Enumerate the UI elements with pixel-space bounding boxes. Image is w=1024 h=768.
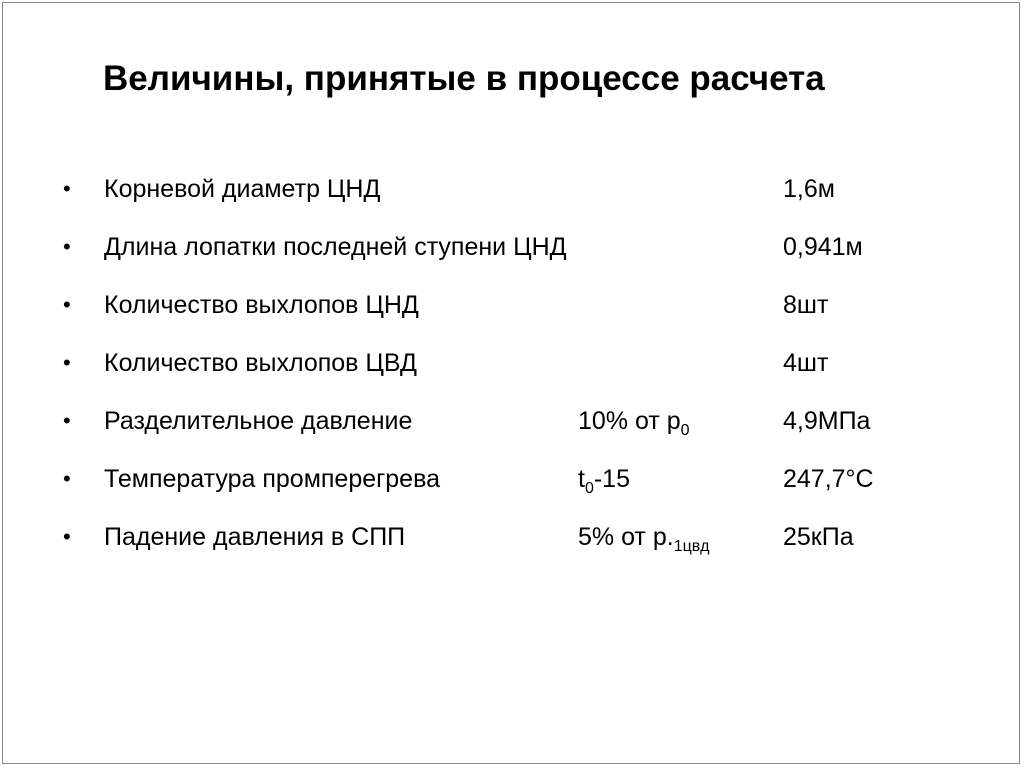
list-item (3, 459, 1019, 499)
list-item (3, 343, 1019, 383)
formula-text: 5% от р. (578, 523, 674, 551)
slide (2, 2, 1020, 764)
item-formula (578, 459, 630, 499)
item-value: 4,9МПа (783, 407, 871, 435)
formula-text: t (578, 465, 585, 493)
item-value: 0,941м (783, 233, 863, 261)
slide-title: Величины, принятые в процессе расчета (103, 59, 825, 98)
item-formula (578, 401, 690, 441)
bullet-icon: • (63, 292, 71, 317)
item-value: 247,7°С (783, 465, 874, 493)
item-label: Разделительное давление (104, 407, 413, 435)
formula-subscript: 0 (680, 422, 690, 439)
item-label: Количество выхлопов ЦВД (104, 349, 417, 377)
item-label: Количество выхлопов ЦНД (104, 291, 419, 319)
formula-text: 10% от р (578, 407, 681, 435)
list-item (3, 227, 1019, 267)
item-value: 4шт (783, 349, 829, 377)
item-label: Корневой диаметр ЦНД (104, 175, 381, 203)
formula-subscript: 1цвд (673, 538, 710, 555)
bullet-icon: • (63, 234, 71, 259)
item-formula (578, 517, 709, 557)
item-value: 25кПа (783, 523, 854, 551)
item-label: Падение давления в СПП (104, 523, 406, 551)
bullet-icon: • (63, 176, 71, 201)
list-item (3, 285, 1019, 325)
formula-subscript: 0 (584, 480, 594, 497)
item-label: Длина лопатки последней ступени ЦНД (104, 233, 567, 261)
item-value: 8шт (783, 291, 829, 319)
formula-suffix: -15 (593, 465, 630, 493)
bullet-list (3, 3, 1019, 763)
list-item (3, 401, 1019, 441)
item-label: Температура промперегрева (104, 465, 440, 493)
list-item (3, 169, 1019, 209)
item-value: 1,6м (783, 175, 835, 203)
bullet-icon: • (63, 408, 71, 433)
bullet-icon: • (63, 466, 71, 491)
list-item (3, 517, 1019, 557)
bullet-icon: • (63, 350, 71, 375)
bullet-icon: • (63, 524, 71, 549)
